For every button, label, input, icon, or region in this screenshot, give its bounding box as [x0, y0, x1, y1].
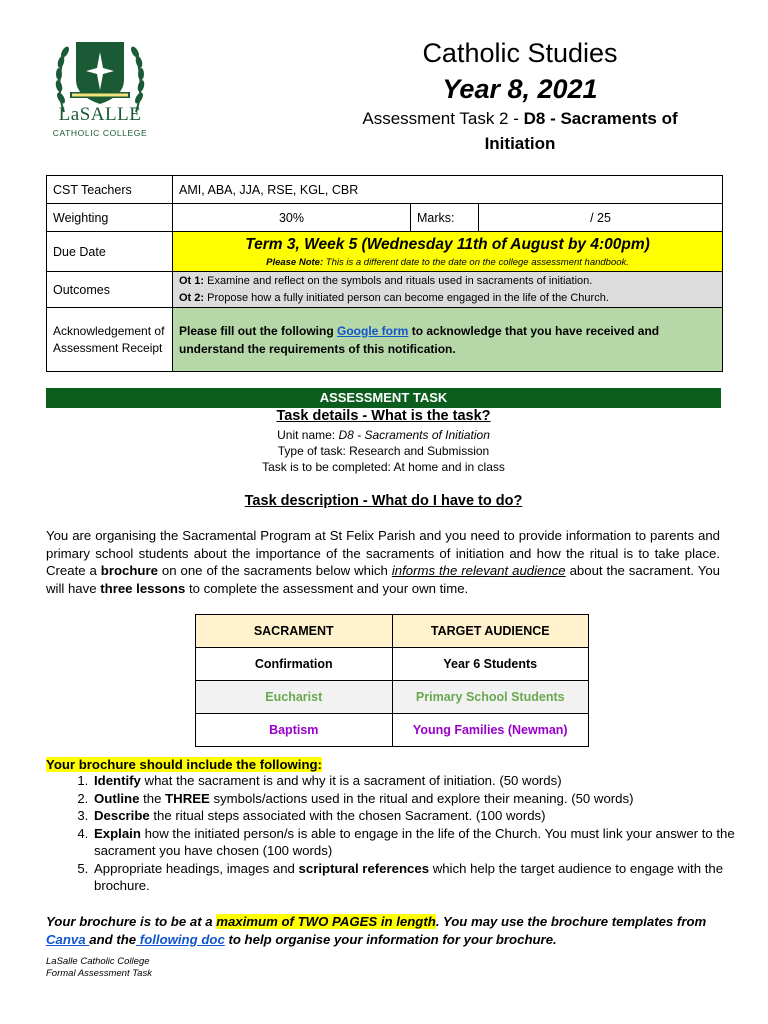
closing-part-2: . You may use the brochure templates from — [435, 914, 707, 929]
sacrament-table-header — [196, 615, 589, 648]
desc-brochure-bold: brochure — [100, 563, 158, 578]
assessment-task-bar: ASSESSMENT TASK — [46, 388, 721, 408]
audience-column-header: TARGET AUDIENCE — [392, 615, 589, 648]
audience-cell: Year 6 Students — [392, 648, 589, 681]
assessment-info-table — [46, 175, 723, 372]
unit-name-value: D8 - Sacraments of Initiation — [338, 428, 490, 442]
weighting-label: Weighting — [47, 204, 173, 232]
outcome-2 — [179, 290, 716, 307]
desc-part-3: about the sacrament. You will have — [46, 563, 720, 596]
max-pages-highlight: maximum of TWO PAGES in length — [216, 914, 436, 929]
due-date-label: Due Date — [47, 232, 173, 272]
outcomes-row — [47, 272, 723, 308]
audience-cell: Primary School Students — [392, 681, 589, 714]
desc-part-4: to complete the assessment and your own time. — [185, 580, 469, 596]
table-row — [196, 681, 589, 714]
task-details-heading: Task details - What is the task? — [276, 408, 491, 424]
task-location-line: Task is to be completed: At home and in class — [262, 460, 505, 474]
desc-three-lessons-bold: three lessons — [100, 580, 186, 596]
following-doc-link[interactable]: following doc — [136, 931, 225, 947]
table-row — [196, 648, 589, 681]
footer-task-type: Formal Assessment Task — [46, 968, 152, 979]
unit-name-label: Unit name: — [277, 428, 339, 442]
subject-title: Catholic Studies — [422, 38, 618, 68]
task-title-prefix: Assessment Task 2 - — [362, 109, 524, 128]
canva-link[interactable]: Canva — [46, 931, 90, 947]
sacrament-table — [195, 614, 589, 747]
audience-cell: Young Families (Newman) — [392, 714, 589, 747]
item-verb: Describe — [94, 808, 150, 823]
acknowledgement-cell — [173, 308, 723, 372]
desc-part-1: You are organising the Sacramental Program at St Felix Parish and you need to provide information to parents and primary school students about the importance of the sacraments of initiation and how the ritual is to take place. Create a — [46, 528, 720, 578]
teachers-value: AMI, ABA, JJA, RSE, KGL, CBR — [173, 176, 723, 204]
acknowledgement-label: Acknowledgement of Assessment Receipt — [47, 308, 173, 372]
outcome-2-text: Propose how a fully initiated person can become engaged in the life of the Church. — [204, 291, 609, 304]
item-text: symbols/actions used in the ritual and explore their meaning. (50 words) — [209, 790, 634, 806]
list-item — [92, 790, 768, 808]
list-item — [92, 807, 768, 825]
item-text: how the initiated person/s is able to engage in the life of the Church. You must link your answer to the sacrament you have chosen (100 words) — [94, 825, 735, 858]
desc-part-2: on one of the sacraments below which — [157, 563, 392, 578]
closing-part-1: Your brochure is to be at a — [46, 914, 217, 929]
weighting-value: 30% — [173, 204, 411, 232]
list-item — [92, 825, 768, 860]
year-title: Year 8, 2021 — [442, 74, 598, 104]
item-verb: Explain — [94, 825, 141, 841]
marks-label: Marks: — [411, 204, 479, 232]
outcome-2-label: Ot 2: — [179, 291, 205, 304]
outcome-1-label: Ot 1: — [179, 274, 205, 287]
due-date-note — [179, 257, 716, 268]
due-note-bold: Please Note: — [266, 256, 324, 268]
due-date-value: Term 3, Week 5 (Wednesday 11th of August by 4:00pm) — [245, 235, 650, 253]
sacrament-cell: Baptism — [196, 714, 393, 747]
task-type-line: Type of task: Research and Submission — [277, 444, 490, 458]
item-text: what the sacrament is and why it is a sacrament of initiation. (50 words) — [140, 773, 562, 788]
item-text: the ritual steps associated with the chosen Sacrament. (100 words) — [149, 808, 546, 823]
unit-name-line — [46, 428, 721, 442]
logo-wordmark: LaSALLE — [58, 104, 142, 125]
due-date-row — [47, 232, 723, 272]
table-row — [196, 714, 589, 747]
outcomes-label: Outcomes — [47, 272, 173, 308]
outcome-1 — [179, 273, 716, 290]
list-item — [92, 772, 768, 790]
item-pre: Appropriate headings, images and — [94, 860, 299, 876]
teachers-label: CST Teachers — [47, 176, 173, 204]
ack-post-text: to acknowledge that you have received and understand the requirements of this notification. — [179, 323, 660, 356]
brochure-requirements-list — [46, 772, 768, 895]
due-date-cell — [173, 232, 723, 272]
page-footer — [46, 956, 152, 980]
outcome-1-text: Examine and reflect on the symbols and rituals used in sacraments of initiation. — [204, 274, 593, 287]
desc-informs-audience: informs the relevant audience — [391, 563, 566, 578]
closing-part-3: and the — [89, 931, 137, 947]
logo-subtext: CATHOLIC COLLEGE — [52, 128, 148, 138]
task-description-heading: Task description - What do I have to do? — [244, 493, 523, 509]
closing-part-4: to help organise your information for your brochure. — [224, 931, 557, 947]
task-title-bold: D8 - Sacraments of — [523, 109, 678, 128]
task-title-line2: Initiation — [484, 134, 556, 153]
item-scriptural-bold: scriptural references — [298, 860, 430, 876]
task-description-paragraph — [46, 527, 720, 597]
marks-value: / 25 — [479, 204, 723, 232]
item-verb: Identify — [94, 773, 141, 788]
acknowledgement-row — [47, 308, 723, 372]
task-title — [330, 106, 710, 156]
sacrament-cell: Confirmation — [196, 648, 393, 681]
item-mid: the — [139, 790, 166, 806]
outcomes-cell — [173, 272, 723, 308]
item-verb: Outline — [94, 790, 140, 806]
sacrament-cell: Eucharist — [196, 681, 393, 714]
item-text: which help the target audience to engage with the brochure. — [94, 860, 724, 893]
ack-pre-text: Please fill out the following — [179, 323, 338, 338]
brochure-include-heading: Your brochure should include the following: — [46, 757, 322, 772]
sacrament-column-header: SACRAMENT — [196, 615, 393, 648]
due-note-text: This is a different date to the date on the college assessment handbook. — [323, 256, 629, 268]
item-three-bold: THREE — [165, 790, 210, 806]
teachers-row — [47, 176, 723, 204]
footer-college: LaSalle Catholic College — [46, 956, 150, 967]
list-item — [92, 860, 768, 895]
brochure-length-note — [46, 913, 736, 948]
google-form-link[interactable]: Google form — [337, 323, 409, 338]
weighting-row — [47, 204, 723, 232]
